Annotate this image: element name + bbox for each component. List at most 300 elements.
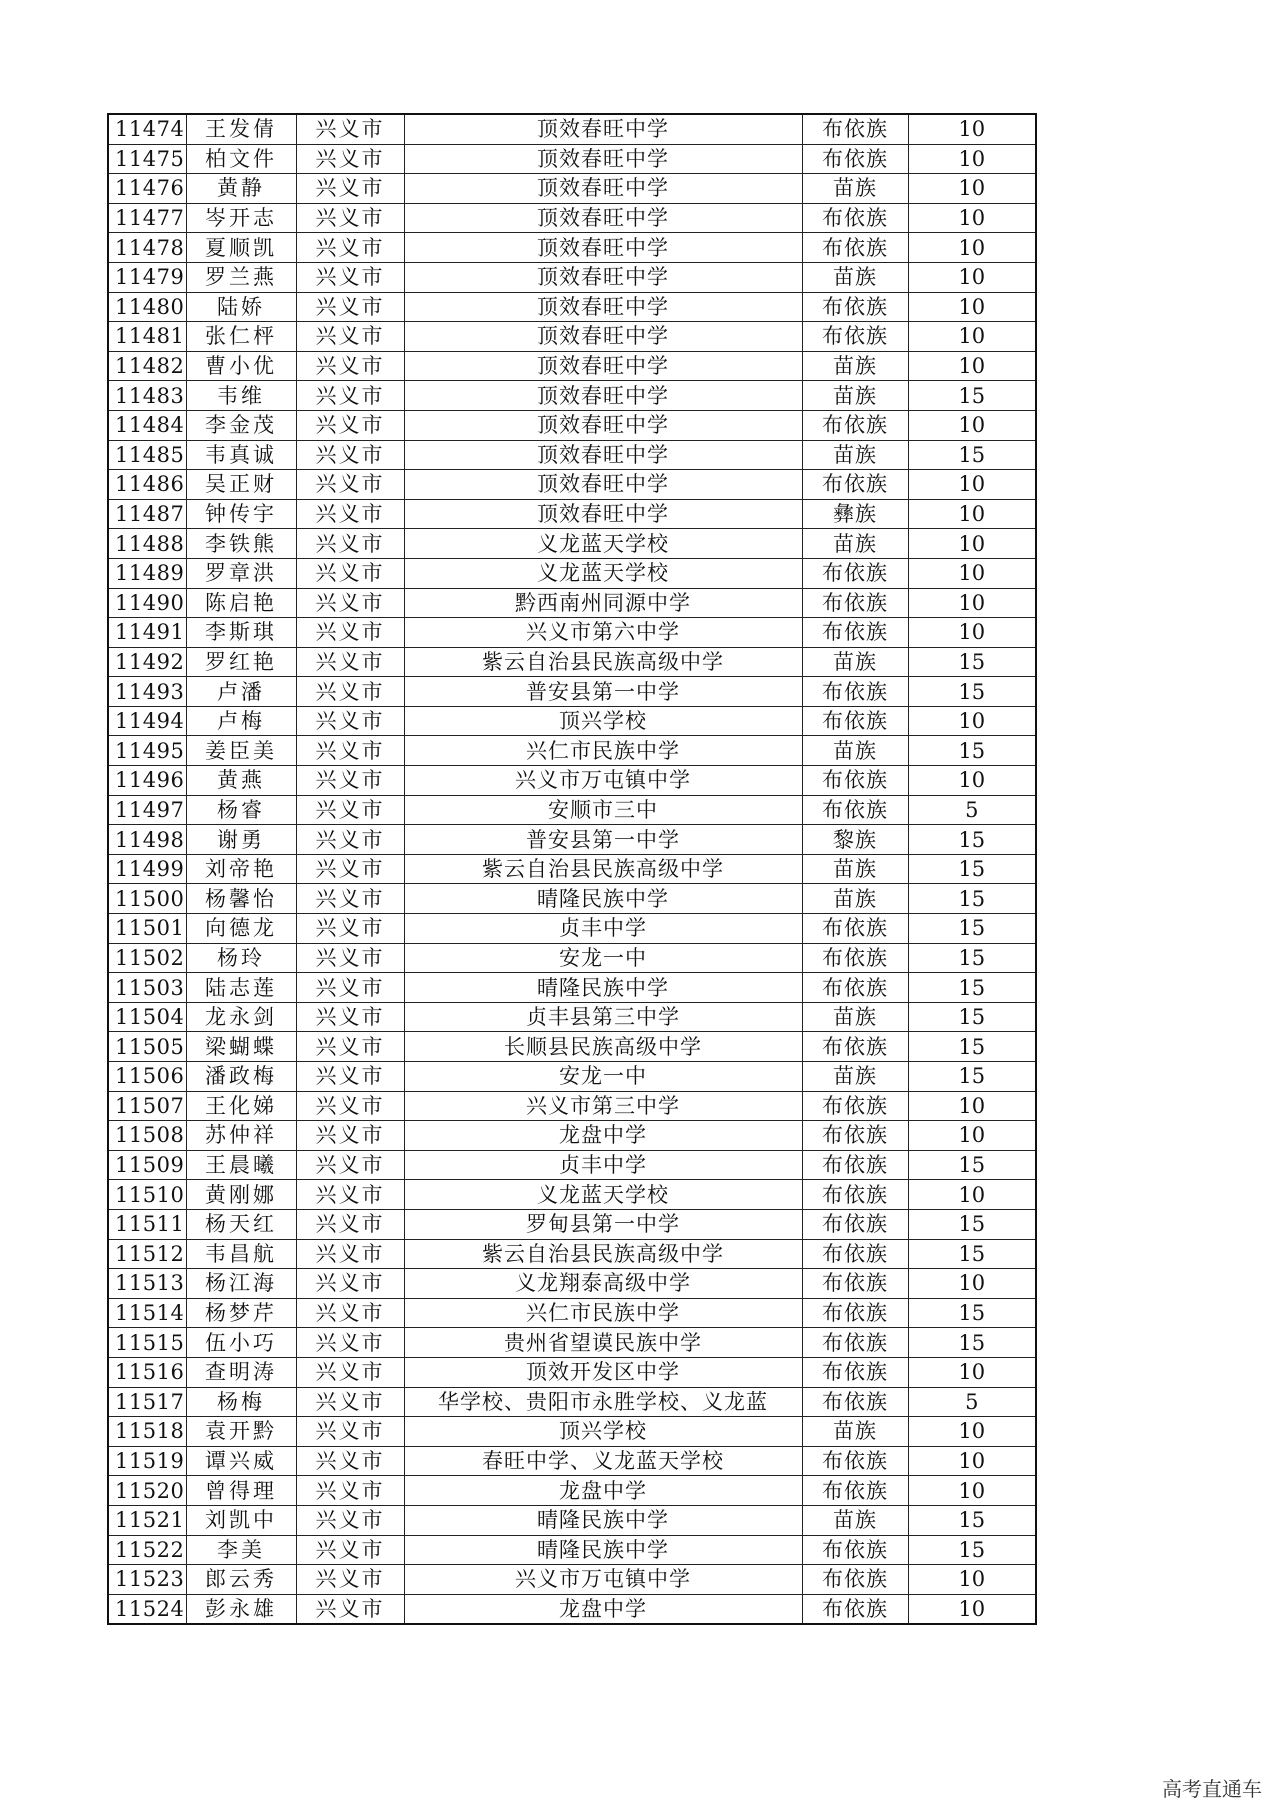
table-row [108, 1535, 1036, 1565]
cell-school: 晴隆民族中学 [404, 1535, 802, 1565]
cell-ethnicity: 苗族 [802, 262, 908, 292]
table-row [108, 174, 1036, 204]
cell-points: 10 [908, 114, 1036, 144]
cell-number: 11480 [108, 292, 186, 322]
cell-number: 11497 [108, 795, 186, 825]
cell-number: 11475 [108, 144, 186, 174]
cell-name: 黄静 [186, 174, 296, 204]
cell-name: 查明涛 [186, 1357, 296, 1387]
cell-ethnicity: 布依族 [802, 1239, 908, 1269]
cell-points: 15 [908, 381, 1036, 411]
table-row [108, 1209, 1036, 1239]
cell-number: 11509 [108, 1150, 186, 1180]
cell-ethnicity: 布依族 [802, 1357, 908, 1387]
cell-city: 兴义市 [296, 1535, 404, 1565]
cell-ethnicity: 布依族 [802, 114, 908, 144]
cell-school: 贞丰县第三中学 [404, 1002, 802, 1032]
cell-name: 刘凯中 [186, 1505, 296, 1535]
cell-school: 顶兴学校 [404, 706, 802, 736]
cell-name: 卢梅 [186, 706, 296, 736]
cell-number: 11513 [108, 1269, 186, 1299]
cell-school: 安龙一中 [404, 1062, 802, 1092]
cell-city: 兴义市 [296, 884, 404, 914]
cell-city: 兴义市 [296, 1417, 404, 1447]
cell-points: 10 [908, 351, 1036, 381]
table-row [108, 1594, 1036, 1624]
cell-points: 15 [908, 1535, 1036, 1565]
cell-school: 兴义市第三中学 [404, 1091, 802, 1121]
table-row [108, 1032, 1036, 1062]
watermark-text: 高考直通车 [1162, 1777, 1262, 1801]
cell-number: 11508 [108, 1121, 186, 1151]
table-row [108, 262, 1036, 292]
cell-ethnicity: 布依族 [802, 1476, 908, 1506]
cell-ethnicity: 布依族 [802, 233, 908, 263]
cell-name: 罗兰燕 [186, 262, 296, 292]
roster-sheet [107, 113, 1035, 1625]
cell-city: 兴义市 [296, 943, 404, 973]
table-row [108, 1062, 1036, 1092]
table-row [108, 766, 1036, 796]
cell-ethnicity: 布依族 [802, 1209, 908, 1239]
cell-ethnicity: 布依族 [802, 677, 908, 707]
cell-city: 兴义市 [296, 914, 404, 944]
cell-number: 11488 [108, 529, 186, 559]
cell-ethnicity: 布依族 [802, 588, 908, 618]
cell-ethnicity: 布依族 [802, 1180, 908, 1210]
cell-city: 兴义市 [296, 262, 404, 292]
cell-points: 15 [908, 825, 1036, 855]
cell-city: 兴义市 [296, 174, 404, 204]
cell-number: 11507 [108, 1091, 186, 1121]
cell-points: 10 [908, 558, 1036, 588]
table-row [108, 233, 1036, 263]
table-row [108, 470, 1036, 500]
cell-name: 王发倩 [186, 114, 296, 144]
cell-points: 10 [908, 144, 1036, 174]
cell-number: 11514 [108, 1298, 186, 1328]
cell-school: 兴义市第六中学 [404, 618, 802, 648]
cell-name: 王晨曦 [186, 1150, 296, 1180]
cell-city: 兴义市 [296, 588, 404, 618]
cell-city: 兴义市 [296, 766, 404, 796]
cell-school: 兴义市万屯镇中学 [404, 1565, 802, 1595]
cell-city: 兴义市 [296, 203, 404, 233]
cell-school: 顶效春旺中学 [404, 410, 802, 440]
cell-points: 5 [908, 795, 1036, 825]
table-row [108, 292, 1036, 322]
cell-points: 15 [908, 1002, 1036, 1032]
table-row [108, 588, 1036, 618]
cell-points: 15 [908, 854, 1036, 884]
cell-points: 10 [908, 233, 1036, 263]
cell-city: 兴义市 [296, 381, 404, 411]
cell-points: 10 [908, 1446, 1036, 1476]
cell-points: 5 [908, 1387, 1036, 1417]
table-row [108, 884, 1036, 914]
cell-name: 韦真诚 [186, 440, 296, 470]
cell-school: 紫云自治县民族高级中学 [404, 1239, 802, 1269]
cell-school: 兴仁市民族中学 [404, 736, 802, 766]
cell-school: 顶效春旺中学 [404, 262, 802, 292]
table-row [108, 1239, 1036, 1269]
cell-school: 安顺市三中 [404, 795, 802, 825]
table-row [108, 1121, 1036, 1151]
cell-points: 15 [908, 677, 1036, 707]
table-row [108, 854, 1036, 884]
cell-city: 兴义市 [296, 677, 404, 707]
cell-ethnicity: 黎族 [802, 825, 908, 855]
cell-city: 兴义市 [296, 1239, 404, 1269]
cell-city: 兴义市 [296, 1594, 404, 1624]
table-row [108, 1328, 1036, 1358]
cell-ethnicity: 布依族 [802, 766, 908, 796]
roster-table [107, 113, 1037, 1625]
cell-number: 11500 [108, 884, 186, 914]
cell-name: 卢潘 [186, 677, 296, 707]
cell-name: 刘帝艳 [186, 854, 296, 884]
cell-school: 顶效春旺中学 [404, 440, 802, 470]
cell-school: 贞丰中学 [404, 1150, 802, 1180]
cell-school: 春旺中学、义龙蓝天学校 [404, 1446, 802, 1476]
cell-number: 11490 [108, 588, 186, 618]
table-row [108, 529, 1036, 559]
cell-points: 15 [908, 647, 1036, 677]
cell-ethnicity: 布依族 [802, 943, 908, 973]
cell-school: 义龙蓝天学校 [404, 529, 802, 559]
cell-school: 顶效春旺中学 [404, 174, 802, 204]
cell-ethnicity: 布依族 [802, 292, 908, 322]
cell-city: 兴义市 [296, 410, 404, 440]
cell-number: 11518 [108, 1417, 186, 1447]
cell-name: 黄燕 [186, 766, 296, 796]
cell-name: 彭永雄 [186, 1594, 296, 1624]
cell-name: 潘政梅 [186, 1062, 296, 1092]
cell-number: 11478 [108, 233, 186, 263]
cell-number: 11519 [108, 1446, 186, 1476]
table-row [108, 410, 1036, 440]
cell-points: 10 [908, 706, 1036, 736]
cell-number: 11523 [108, 1565, 186, 1595]
cell-school: 顶效春旺中学 [404, 144, 802, 174]
table-row [108, 1505, 1036, 1535]
cell-city: 兴义市 [296, 973, 404, 1003]
cell-number: 11502 [108, 943, 186, 973]
cell-city: 兴义市 [296, 1387, 404, 1417]
cell-ethnicity: 布依族 [802, 1446, 908, 1476]
cell-ethnicity: 布依族 [802, 1091, 908, 1121]
cell-name: 杨梅 [186, 1387, 296, 1417]
cell-city: 兴义市 [296, 470, 404, 500]
cell-school: 普安县第一中学 [404, 677, 802, 707]
cell-points: 10 [908, 1121, 1036, 1151]
cell-school: 顶效春旺中学 [404, 292, 802, 322]
cell-points: 15 [908, 914, 1036, 944]
cell-ethnicity: 布依族 [802, 1269, 908, 1299]
cell-name: 谢勇 [186, 825, 296, 855]
cell-number: 11521 [108, 1505, 186, 1535]
cell-name: 杨睿 [186, 795, 296, 825]
cell-city: 兴义市 [296, 1209, 404, 1239]
cell-school: 晴隆民族中学 [404, 884, 802, 914]
cell-number: 11522 [108, 1535, 186, 1565]
cell-ethnicity: 布依族 [802, 558, 908, 588]
cell-ethnicity: 苗族 [802, 174, 908, 204]
cell-school: 龙盘中学 [404, 1121, 802, 1151]
cell-number: 11503 [108, 973, 186, 1003]
cell-ethnicity: 布依族 [802, 1328, 908, 1358]
cell-name: 曾得理 [186, 1476, 296, 1506]
table-row [108, 1002, 1036, 1032]
cell-points: 10 [908, 499, 1036, 529]
table-row [108, 825, 1036, 855]
table-row [108, 499, 1036, 529]
cell-points: 10 [908, 1594, 1036, 1624]
table-row [108, 1357, 1036, 1387]
cell-name: 曹小优 [186, 351, 296, 381]
cell-school: 龙盘中学 [404, 1476, 802, 1506]
cell-number: 11517 [108, 1387, 186, 1417]
cell-ethnicity: 布依族 [802, 410, 908, 440]
cell-number: 11485 [108, 440, 186, 470]
cell-city: 兴义市 [296, 1091, 404, 1121]
cell-school: 晴隆民族中学 [404, 973, 802, 1003]
table-row [108, 381, 1036, 411]
cell-number: 11524 [108, 1594, 186, 1624]
cell-number: 11477 [108, 203, 186, 233]
cell-name: 袁开黔 [186, 1417, 296, 1447]
cell-school: 龙盘中学 [404, 1594, 802, 1624]
cell-number: 11474 [108, 114, 186, 144]
cell-name: 杨玲 [186, 943, 296, 973]
cell-name: 柏文件 [186, 144, 296, 174]
cell-number: 11489 [108, 558, 186, 588]
cell-name: 梁蝴蝶 [186, 1032, 296, 1062]
cell-points: 15 [908, 973, 1036, 1003]
cell-ethnicity: 布依族 [802, 1121, 908, 1151]
table-row [108, 706, 1036, 736]
cell-school: 贞丰中学 [404, 914, 802, 944]
cell-school: 义龙翔泰高级中学 [404, 1269, 802, 1299]
cell-number: 11504 [108, 1002, 186, 1032]
cell-ethnicity: 布依族 [802, 322, 908, 352]
cell-points: 15 [908, 884, 1036, 914]
cell-points: 10 [908, 174, 1036, 204]
cell-city: 兴义市 [296, 1505, 404, 1535]
cell-points: 15 [908, 1328, 1036, 1358]
cell-points: 15 [908, 1062, 1036, 1092]
table-row [108, 1417, 1036, 1447]
cell-points: 15 [908, 1239, 1036, 1269]
cell-city: 兴义市 [296, 1446, 404, 1476]
cell-city: 兴义市 [296, 558, 404, 588]
cell-city: 兴义市 [296, 1180, 404, 1210]
cell-ethnicity: 布依族 [802, 973, 908, 1003]
cell-points: 10 [908, 410, 1036, 440]
cell-name: 吴正财 [186, 470, 296, 500]
cell-name: 韦昌航 [186, 1239, 296, 1269]
cell-name: 龙永剑 [186, 1002, 296, 1032]
cell-number: 11486 [108, 470, 186, 500]
cell-ethnicity: 布依族 [802, 144, 908, 174]
cell-name: 王化娣 [186, 1091, 296, 1121]
cell-city: 兴义市 [296, 1565, 404, 1595]
cell-school: 顶效春旺中学 [404, 381, 802, 411]
cell-city: 兴义市 [296, 1476, 404, 1506]
cell-city: 兴义市 [296, 1298, 404, 1328]
cell-ethnicity: 苗族 [802, 736, 908, 766]
cell-number: 11487 [108, 499, 186, 529]
cell-school: 黔西南州同源中学 [404, 588, 802, 618]
cell-ethnicity: 苗族 [802, 381, 908, 411]
cell-number: 11483 [108, 381, 186, 411]
cell-city: 兴义市 [296, 1328, 404, 1358]
cell-number: 11479 [108, 262, 186, 292]
cell-school: 顶效春旺中学 [404, 322, 802, 352]
cell-points: 10 [908, 322, 1036, 352]
cell-name: 李金茂 [186, 410, 296, 440]
cell-name: 罗红艳 [186, 647, 296, 677]
cell-ethnicity: 布依族 [802, 1150, 908, 1180]
cell-school: 顶效春旺中学 [404, 203, 802, 233]
cell-city: 兴义市 [296, 795, 404, 825]
cell-number: 11495 [108, 736, 186, 766]
table-row [108, 351, 1036, 381]
cell-name: 谭兴威 [186, 1446, 296, 1476]
table-row [108, 1091, 1036, 1121]
cell-points: 15 [908, 736, 1036, 766]
cell-school: 紫云自治县民族高级中学 [404, 854, 802, 884]
cell-school: 顶效春旺中学 [404, 233, 802, 263]
cell-school: 晴隆民族中学 [404, 1505, 802, 1535]
cell-points: 10 [908, 529, 1036, 559]
cell-school: 顶效开发区中学 [404, 1357, 802, 1387]
cell-name: 姜臣美 [186, 736, 296, 766]
cell-points: 15 [908, 1298, 1036, 1328]
cell-points: 10 [908, 1091, 1036, 1121]
roster-body [108, 114, 1036, 1624]
cell-school: 顶兴学校 [404, 1417, 802, 1447]
cell-name: 陆娇 [186, 292, 296, 322]
cell-school: 安龙一中 [404, 943, 802, 973]
cell-name: 陆志莲 [186, 973, 296, 1003]
cell-name: 苏仲祥 [186, 1121, 296, 1151]
cell-city: 兴义市 [296, 706, 404, 736]
cell-ethnicity: 布依族 [802, 1032, 908, 1062]
cell-school: 长顺县民族高级中学 [404, 1032, 802, 1062]
cell-ethnicity: 布依族 [802, 1565, 908, 1595]
cell-ethnicity: 苗族 [802, 440, 908, 470]
cell-points: 10 [908, 470, 1036, 500]
cell-number: 11512 [108, 1239, 186, 1269]
cell-city: 兴义市 [296, 351, 404, 381]
cell-school: 普安县第一中学 [404, 825, 802, 855]
cell-city: 兴义市 [296, 1121, 404, 1151]
cell-city: 兴义市 [296, 114, 404, 144]
cell-points: 10 [908, 1417, 1036, 1447]
cell-number: 11505 [108, 1032, 186, 1062]
cell-city: 兴义市 [296, 322, 404, 352]
table-row [108, 943, 1036, 973]
cell-ethnicity: 苗族 [802, 854, 908, 884]
cell-number: 11506 [108, 1062, 186, 1092]
cell-ethnicity: 布依族 [802, 203, 908, 233]
cell-points: 10 [908, 292, 1036, 322]
cell-school: 兴仁市民族中学 [404, 1298, 802, 1328]
cell-city: 兴义市 [296, 1032, 404, 1062]
cell-number: 11492 [108, 647, 186, 677]
cell-points: 10 [908, 203, 1036, 233]
cell-ethnicity: 布依族 [802, 1594, 908, 1624]
cell-school: 华学校、贵阳市永胜学校、义龙蓝 [404, 1387, 802, 1417]
cell-name: 杨江海 [186, 1269, 296, 1299]
cell-points: 10 [908, 1357, 1036, 1387]
cell-ethnicity: 布依族 [802, 795, 908, 825]
cell-name: 岑开志 [186, 203, 296, 233]
table-row [108, 677, 1036, 707]
cell-city: 兴义市 [296, 1062, 404, 1092]
cell-ethnicity: 布依族 [802, 618, 908, 648]
cell-points: 10 [908, 1565, 1036, 1595]
cell-ethnicity: 苗族 [802, 351, 908, 381]
table-row [108, 1387, 1036, 1417]
cell-points: 15 [908, 1150, 1036, 1180]
cell-number: 11482 [108, 351, 186, 381]
table-row [108, 1150, 1036, 1180]
cell-city: 兴义市 [296, 1269, 404, 1299]
cell-number: 11494 [108, 706, 186, 736]
cell-points: 10 [908, 262, 1036, 292]
cell-number: 11515 [108, 1328, 186, 1358]
cell-number: 11501 [108, 914, 186, 944]
table-row [108, 322, 1036, 352]
cell-number: 11516 [108, 1357, 186, 1387]
cell-points: 15 [908, 1505, 1036, 1535]
cell-name: 张仁枰 [186, 322, 296, 352]
cell-ethnicity: 苗族 [802, 1062, 908, 1092]
cell-ethnicity: 布依族 [802, 470, 908, 500]
cell-ethnicity: 苗族 [802, 529, 908, 559]
cell-points: 15 [908, 440, 1036, 470]
table-row [108, 618, 1036, 648]
cell-city: 兴义市 [296, 1002, 404, 1032]
cell-school: 紫云自治县民族高级中学 [404, 647, 802, 677]
cell-number: 11520 [108, 1476, 186, 1506]
table-row [108, 795, 1036, 825]
table-row [108, 1476, 1036, 1506]
cell-school: 顶效春旺中学 [404, 351, 802, 381]
cell-school: 顶效春旺中学 [404, 114, 802, 144]
cell-ethnicity: 布依族 [802, 706, 908, 736]
cell-city: 兴义市 [296, 292, 404, 322]
cell-number: 11481 [108, 322, 186, 352]
cell-name: 钟传宇 [186, 499, 296, 529]
cell-ethnicity: 布依族 [802, 1535, 908, 1565]
cell-ethnicity: 布依族 [802, 1387, 908, 1417]
table-row [108, 114, 1036, 144]
cell-points: 15 [908, 943, 1036, 973]
cell-ethnicity: 苗族 [802, 1417, 908, 1447]
table-row [108, 1446, 1036, 1476]
cell-school: 义龙蓝天学校 [404, 1180, 802, 1210]
cell-city: 兴义市 [296, 825, 404, 855]
cell-school: 顶效春旺中学 [404, 499, 802, 529]
cell-name: 杨馨怡 [186, 884, 296, 914]
table-row [108, 203, 1036, 233]
cell-name: 黄刚娜 [186, 1180, 296, 1210]
cell-ethnicity: 彝族 [802, 499, 908, 529]
cell-ethnicity: 苗族 [802, 884, 908, 914]
